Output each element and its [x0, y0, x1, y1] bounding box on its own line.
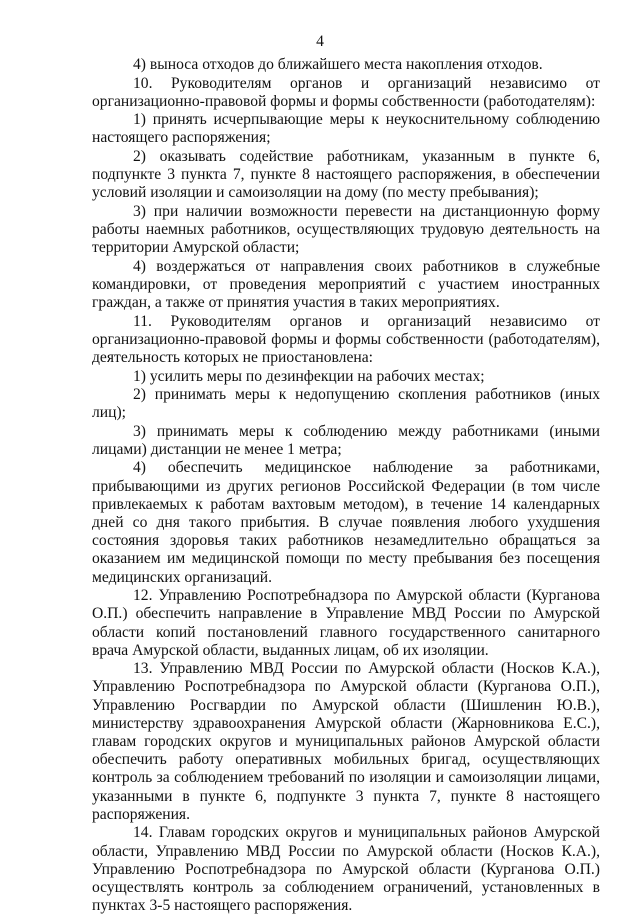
paragraph-10-1: 1) принять исчерпывающие меры к неукоснительному соблюдению настоящего распоряжения; [92, 111, 600, 147]
page-number: 4 [316, 33, 324, 50]
paragraph-12: 12. Управлению Роспотребнадзора по Амурской области (Курганова О.П.) обеспечить направление в Управление МВД России по Амурской области копий постановлений главного государственного санитарного врача Амурской области, выданных лицам, об их изоляции. [92, 587, 600, 659]
document-body [92, 56, 600, 916]
paragraph-10: 10. Руководителям органов и организаций независимо от организационно-правовой формы и формы собственности (работодателям): [92, 74, 600, 110]
paragraph-10-3: 3) при наличии возможности перевести на дистанционную форму работы наемных работников, осуществляющих трудовую деятельность на территории Амурской области; [92, 202, 600, 257]
paragraph-10-2: 2) оказывать содействие работникам, указанным в пункте 6, подпункте 3 пункта 7, пункте 8 настоящего распоряжения, в обеспечении условий изоляции и самоизоляции на дому (по месту пребывания); [92, 147, 600, 202]
paragraph-11: 11. Руководителям органов и организаций независимо от организационно-правовой формы и формы собственности (работодателям), деятельность которых не приостановлена: [92, 312, 600, 367]
paragraph-11-1: 1) усилить меры по дезинфекции на рабочих местах; [133, 367, 485, 385]
paragraph-11-4: 4) обеспечить медицинское наблюдение за работниками, прибывающими из других регионов Российской Федерации (в том числе привлекаемых к работам вахтовым методом), в течение 14 календарных дней со дня такого прибытия. В случае появления любого ухудшения состояния здоровья таких работников незамедлительно обращаться за оказанием им медицинской помощи по месту пребывания без посещения медицинских организаций. [92, 459, 600, 586]
paragraph-13: 13. Управлению МВД России по Амурской области (Носков К.А.), Управлению Роспотребнадзора по Амурской области (Курганова О.П.), Управлению Росгвардии по Амурской области (Шишленин Ю.В.), министерству здравоохранения Амурской области (Жарновникова Е.С.), главам городских округов и муниципальных районов Амурской области обеспечить работу оперативных мобильных бригад, осуществляющих контроль за соблюдением требований по изоляции и самоизоляции лицами, указанными в пункте 6, подпункте 3 пункта 7, пункте 8 настоящего распоряжения. [92, 660, 600, 823]
paragraph-11-3: 3) принимать меры к соблюдению между работниками (иными лицами) дистанции не менее 1 метра; [92, 422, 600, 458]
paragraph-11-2: 2) принимать меры к недопущению скопления работников (иных лиц); [92, 386, 600, 422]
paragraph-item-4-waste: 4) выноса отходов до ближайшего места накопления отходов. [133, 56, 543, 73]
paragraph-14: 14. Главам городских округов и муниципальных районов Амурской области, Управлению МВД России по Амурской области (Носков К.А.), Управлению Роспотребнадзора по Амурской области (Курганова О.П.) осуществлять контроль за соблюдением ограничений, установленных в пунктах 3-5 настоящего распоряжения. [92, 824, 600, 915]
paragraph-10-4: 4) воздержаться от направления своих работников в служебные командировки, от проведения мероприятий с участием иностранных граждан, а также от принятия участия в таких мероприятиях. [92, 257, 600, 312]
